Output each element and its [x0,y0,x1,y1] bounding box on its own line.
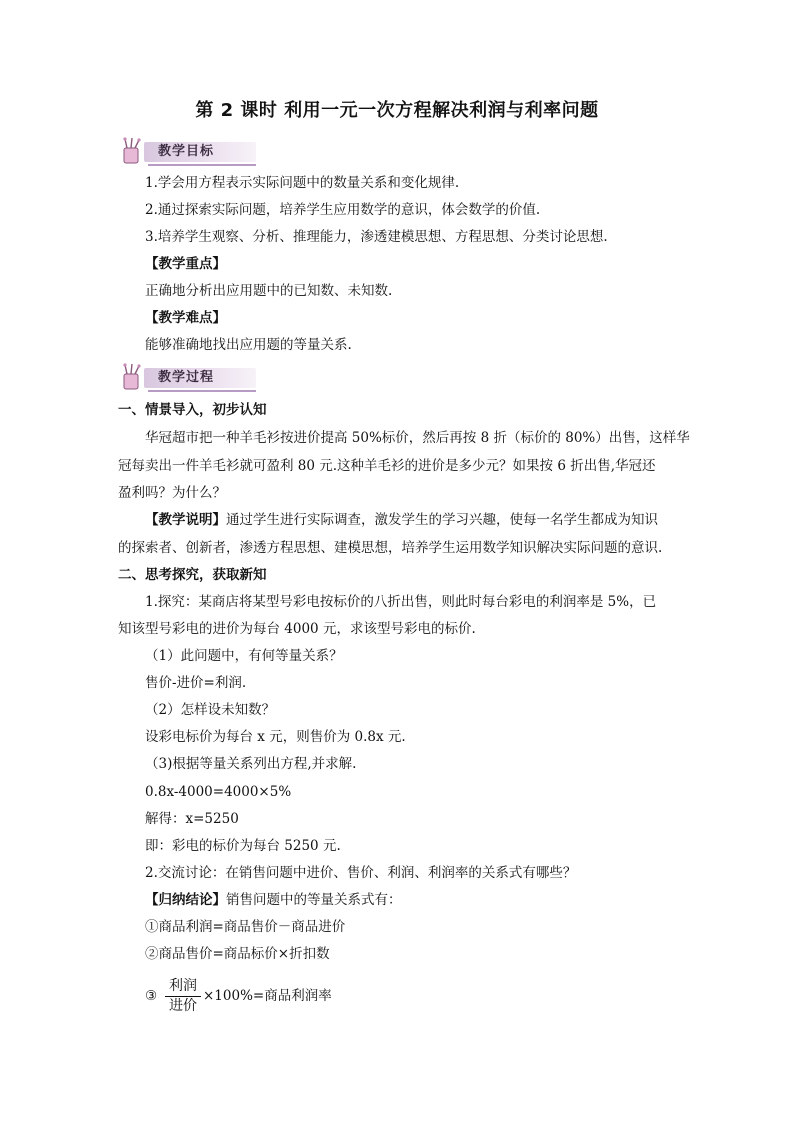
conclusion-label: 【归纳结论】 [145,892,226,908]
goal-item: 3.培养学生观察、分析、推理能力，渗透建模思想、方程思想、分类讨论思想. [145,229,608,245]
formula-prefix: ③ [145,988,158,1004]
formula-line: ②商品售价=商品标价×折扣数 [145,946,330,962]
equation-line: 0.8x-4000=4000×5% [145,784,292,800]
teaching-note-text: 通过学生进行实际调查，激发学生的学习兴趣，使每一名学生都成为知识 [226,512,658,528]
goals-banner [118,136,258,166]
difficulty-heading: 【教学难点】 [145,310,226,326]
fraction-numerator: 利润 [165,977,201,997]
paragraph-line: 解得：x=5250 [145,811,239,827]
fraction [165,977,201,1015]
paragraph-line: 即：彩电的标价为每台 5250 元. [145,838,341,854]
paragraph-line: （3)根据等量关系列出方程,并求解. [145,756,357,772]
key-point-heading: 【教学重点】 [145,256,226,272]
paragraph-line: （1）此问题中，有何等量关系？ [145,648,343,664]
section-heading: 二、思考探究，获取新知 [118,567,267,583]
goals-banner-label: 教学目标 [158,144,215,159]
paragraph-line: 售价-进价=利润. [145,675,247,691]
paragraph-line: 冠每卖出一件羊毛衫就可盈利 80 元.这种羊毛衫的进价是多少元？如果按 6 折出售,华冠还 [118,458,656,474]
teaching-note [145,511,658,529]
paragraph-line: 2.交流讨论：在销售问题中进价、售价、利润、利润率的关系式有哪些？ [145,865,577,881]
section-heading: 一、情景导入，初步认知 [118,402,267,418]
conclusion-text: 销售问题中的等量关系式有： [226,892,402,908]
formula-line: ①商品利润=商品售价－商品进价 [145,919,346,935]
paragraph-line: 的探索者、创新者，渗透方程思想、建模思想，培养学生运用数学知识解决实际问题的意识. [118,540,663,556]
fraction-denominator: 进价 [169,998,197,1014]
paragraph-line: 设彩电标价为每台 x 元，则售价为 0.8x 元. [145,729,406,745]
paragraph-line: 华冠超市把一种羊毛衫按进价提高 50%标价，然后再按 8 折（标价的 80%）出售，这样华 [145,430,690,446]
process-banner [118,362,258,392]
paragraph-line: （2）怎样设未知数？ [145,702,276,718]
difficulty-text: 能够准确地找出应用题的等量关系. [145,337,352,353]
paragraph-line: 1.探究：某商店将某型号彩电按标价的八折出售，则此时每台彩电的利润率是 5%，已 [145,594,657,610]
goal-item: 2.通过探索实际问题，培养学生应用数学的意识，体会数学的价值. [145,202,541,218]
paragraph-line: 知该型号彩电的进价为每台 4000 元，求该型号彩电的标价. [118,621,476,637]
goal-item: 1.学会用方程表示实际问题中的数量关系和变化规律. [145,175,460,191]
paragraph-line: 盈利吗？为什么？ [118,485,226,501]
teaching-note-label: 【教学说明】 [145,512,226,528]
conclusion [145,891,402,909]
process-banner-label: 教学过程 [158,370,215,385]
key-point-text: 正确地分析出应用题中的已知数、未知数. [145,283,393,299]
formula-suffix: ×100%=商品利润率 [203,988,332,1004]
page-title: 第 2 课时 利用一元一次方程解决利润与利率问题 [195,100,599,121]
